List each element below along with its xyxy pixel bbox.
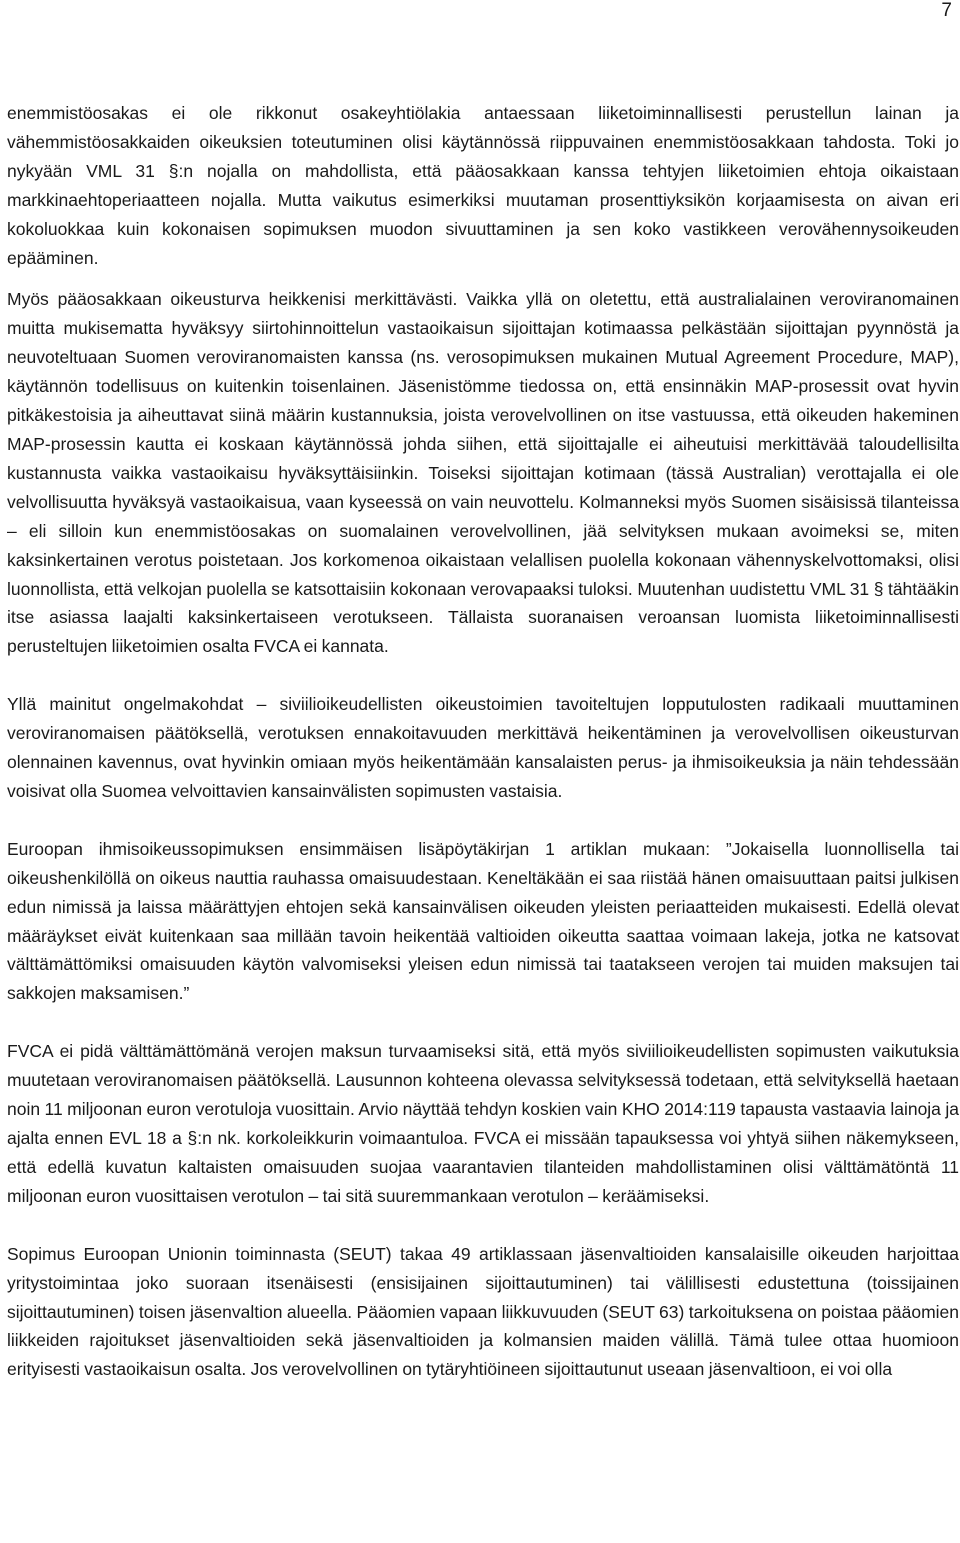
paragraph-problem-points: Yllä mainitut ongelmakohdat – siviilioikeudellisten oikeustoimien tavoiteltujen lopputulosten radikaali muuttaminen veroviranomaisen päätöksellä, verotuksen ennakoitavuuden merkittävä heikentäminen ja verovelvollisen oikeusturvan olennainen kavennus, ovat hyvinkin omiaan myös heikentämään kansalaisten perus- ja ihmisoikeuksia ja näin tehdessään voisivat olla Suomea velvoittavien kansainvälisten sopimusten vastaisia. (7, 694, 959, 801)
paragraph-fvca-position: FVCA ei pidä välttämättömänä verojen maksun turvaamiseksi sitä, että myös siviilioikeudellisten sopimusten vaikutuksia muutetaan veroviranomaisen päätöksellä. Lausunnon kohteena olevassa selvityksessä todetaan, että selvityksellä haetaan noin 11 miljoonan euron verotuloja vuosittain. Arvio näyttää tehdyn koskien vain KHO 2014:119 tapausta vastaavia lainoja ja ajalta ennen EVL 18 a §:n nk. korkoleikkurin voimaantuloa. FVCA ei missään tapauksessa voi yhtyä siihen näkemykseen, että edellä kuvatun kaltaisten omaisuuden suojaa vaarantavien tilanteiden mahdollistaminen olisi välttämätöntä 11 miljoonan euron vuosittaisen verotulon – tai sitä suuremmankaan verotulon – keräämiseksi. (7, 1041, 959, 1206)
paragraph-legal-protection: Myös pääosakkaan oikeusturva heikkenisi merkittävästi. Vaikka yllä on oletettu, että australialainen veroviranomainen muitta mukisematta hyväksyy siirtohinnoittelun vastaoikaisun sijoittajan kotimaassa pelkästään sijoittajan pyynnöstä ja neuvoteltuaan Suomen veroviranomaisten kanssa (ns. verosopimuksen mukainen Mutual Agreement Procedure, MAP), käytännön todellisuus on kuitenkin toisenlainen. Jäsenistömme tiedossa on, että ensinnäkin MAP-prosessit ovat hyvin pitkäkestoisia ja aiheuttavat siinä määrin kustannuksia, joista verovelvollinen on itse vastuussa, että oikeuden hakeminen MAP-prosessin kautta ei koskaan käytännössä johda siihen, että sijoittajalle ei aiheutuisi merkittävää taloudellisilta kustannusta vaikka vastaoikaisu hyväksyttäisiinkin. Toiseksi sijoittajan kotimaan (tässä Australian) verottajalla ei ole velvollisuutta hyväksyä vastaoikaisua, vaan kyseessä on vain neuvottelu. Kolmanneksi myös Suomen sisäisissä tilanteissa – eli silloin kun enemmistöosakas on suomalainen verovelvollinen, jää selvityksen mukaan avoimeksi se, miten kaksinkertainen verotus poistetaan. Jos korkomenoa oikaistaan velallisen puolella kokonaan vähennyskelvottomaksi, olisi luonnollista, että velkojan puolella se katsottaisiin kokonaan verovapaaksi tuloksi. Muutenhan uudistettu VML 31 § tähtääkin itse asiassa laajalti kaksinkertaiseen verotukseen. Tällaista suoranaisen veroansan luomista liiketoiminnallisesti perusteltujen liiketoimien osalta FVCA ei kannata. (7, 289, 959, 657)
page-number: 7 (941, 0, 952, 21)
document-body (7, 99, 959, 1384)
paragraph-majority-shareholder: enemmistöosakas ei ole rikkonut osakeyhtiölakia antaessaan liiketoiminnallisesti perustellun lainan ja vähemmistöosakkaiden oikeuksien toteutuminen olisi käytännössä riippuvainen enemmistöosakkaan tahdosta. Toki jo nykyään VML 31 §:n nojalla on mahdollista, että pääosakkaan kanssa tehtyjen liiketoimien ehtoja oikaistaan markkinaehtoperiaatteen nojalla. Mutta vaikutus esimerkiksi muutaman prosenttiyksikön korjaamisesta on aivan eri kokoluokkaa kuin kokonaisen sopimuksen muodon sivuuttaminen ja sen koko vastikkeen verovähennysoikeuden epääminen. (7, 103, 959, 268)
paragraph-echr-article: Euroopan ihmisoikeussopimuksen ensimmäisen lisäpöytäkirjan 1 artiklan mukaan: ”Jokaisella luonnollisella tai oikeushenkilöllä on oikeus nauttia rauhassa omaisuudestaan. Keneltäkään ei saa riistää hänen omaisuuttaan paitsi julkisen edun nimissä ja laissa määrättyjen ehtojen sekä kansainvälisen oikeuden yleisten periaatteiden mukaisesti. Edellä olevat määräykset eivät kuitenkaan saa millään tavoin heikentää valtioiden oikeutta saattaa voimaan lakeja, jotka ne katsovat välttämättömiksi omaisuuden käytön valvomiseksi yleisen edun nimissä tai taatakseen verojen tai muiden maksujen tai sakkojen maksamisen.” (7, 838, 959, 1004)
paragraph-tfeu: Sopimus Euroopan Unionin toiminnasta (SEUT) takaa 49 artiklassaan jäsenvaltioiden kansalaisille oikeuden harjoittaa yritystoimintaa joko suoraan itsenäisesti (ensisijainen sijoittautuminen) tai välillisesti edustettuna (toissijainen sijoittautuminen) toisen jäsenvaltion alueella. Pääomien vapaan liikkuvuuden (SEUT 63) tarkoituksena on poistaa pääomien liikkeiden rajoitukset jäsenvaltioiden sekä jäsenvaltioiden ja kolmansien maiden välillä. Tämä tulee ottaa huomioon erityisesti vastaoikaisun osalta. Jos verovelvollinen on tytäryhtiöineen sijoittautunut useaan jäsenvaltioon, ei voi olla (7, 1243, 959, 1380)
